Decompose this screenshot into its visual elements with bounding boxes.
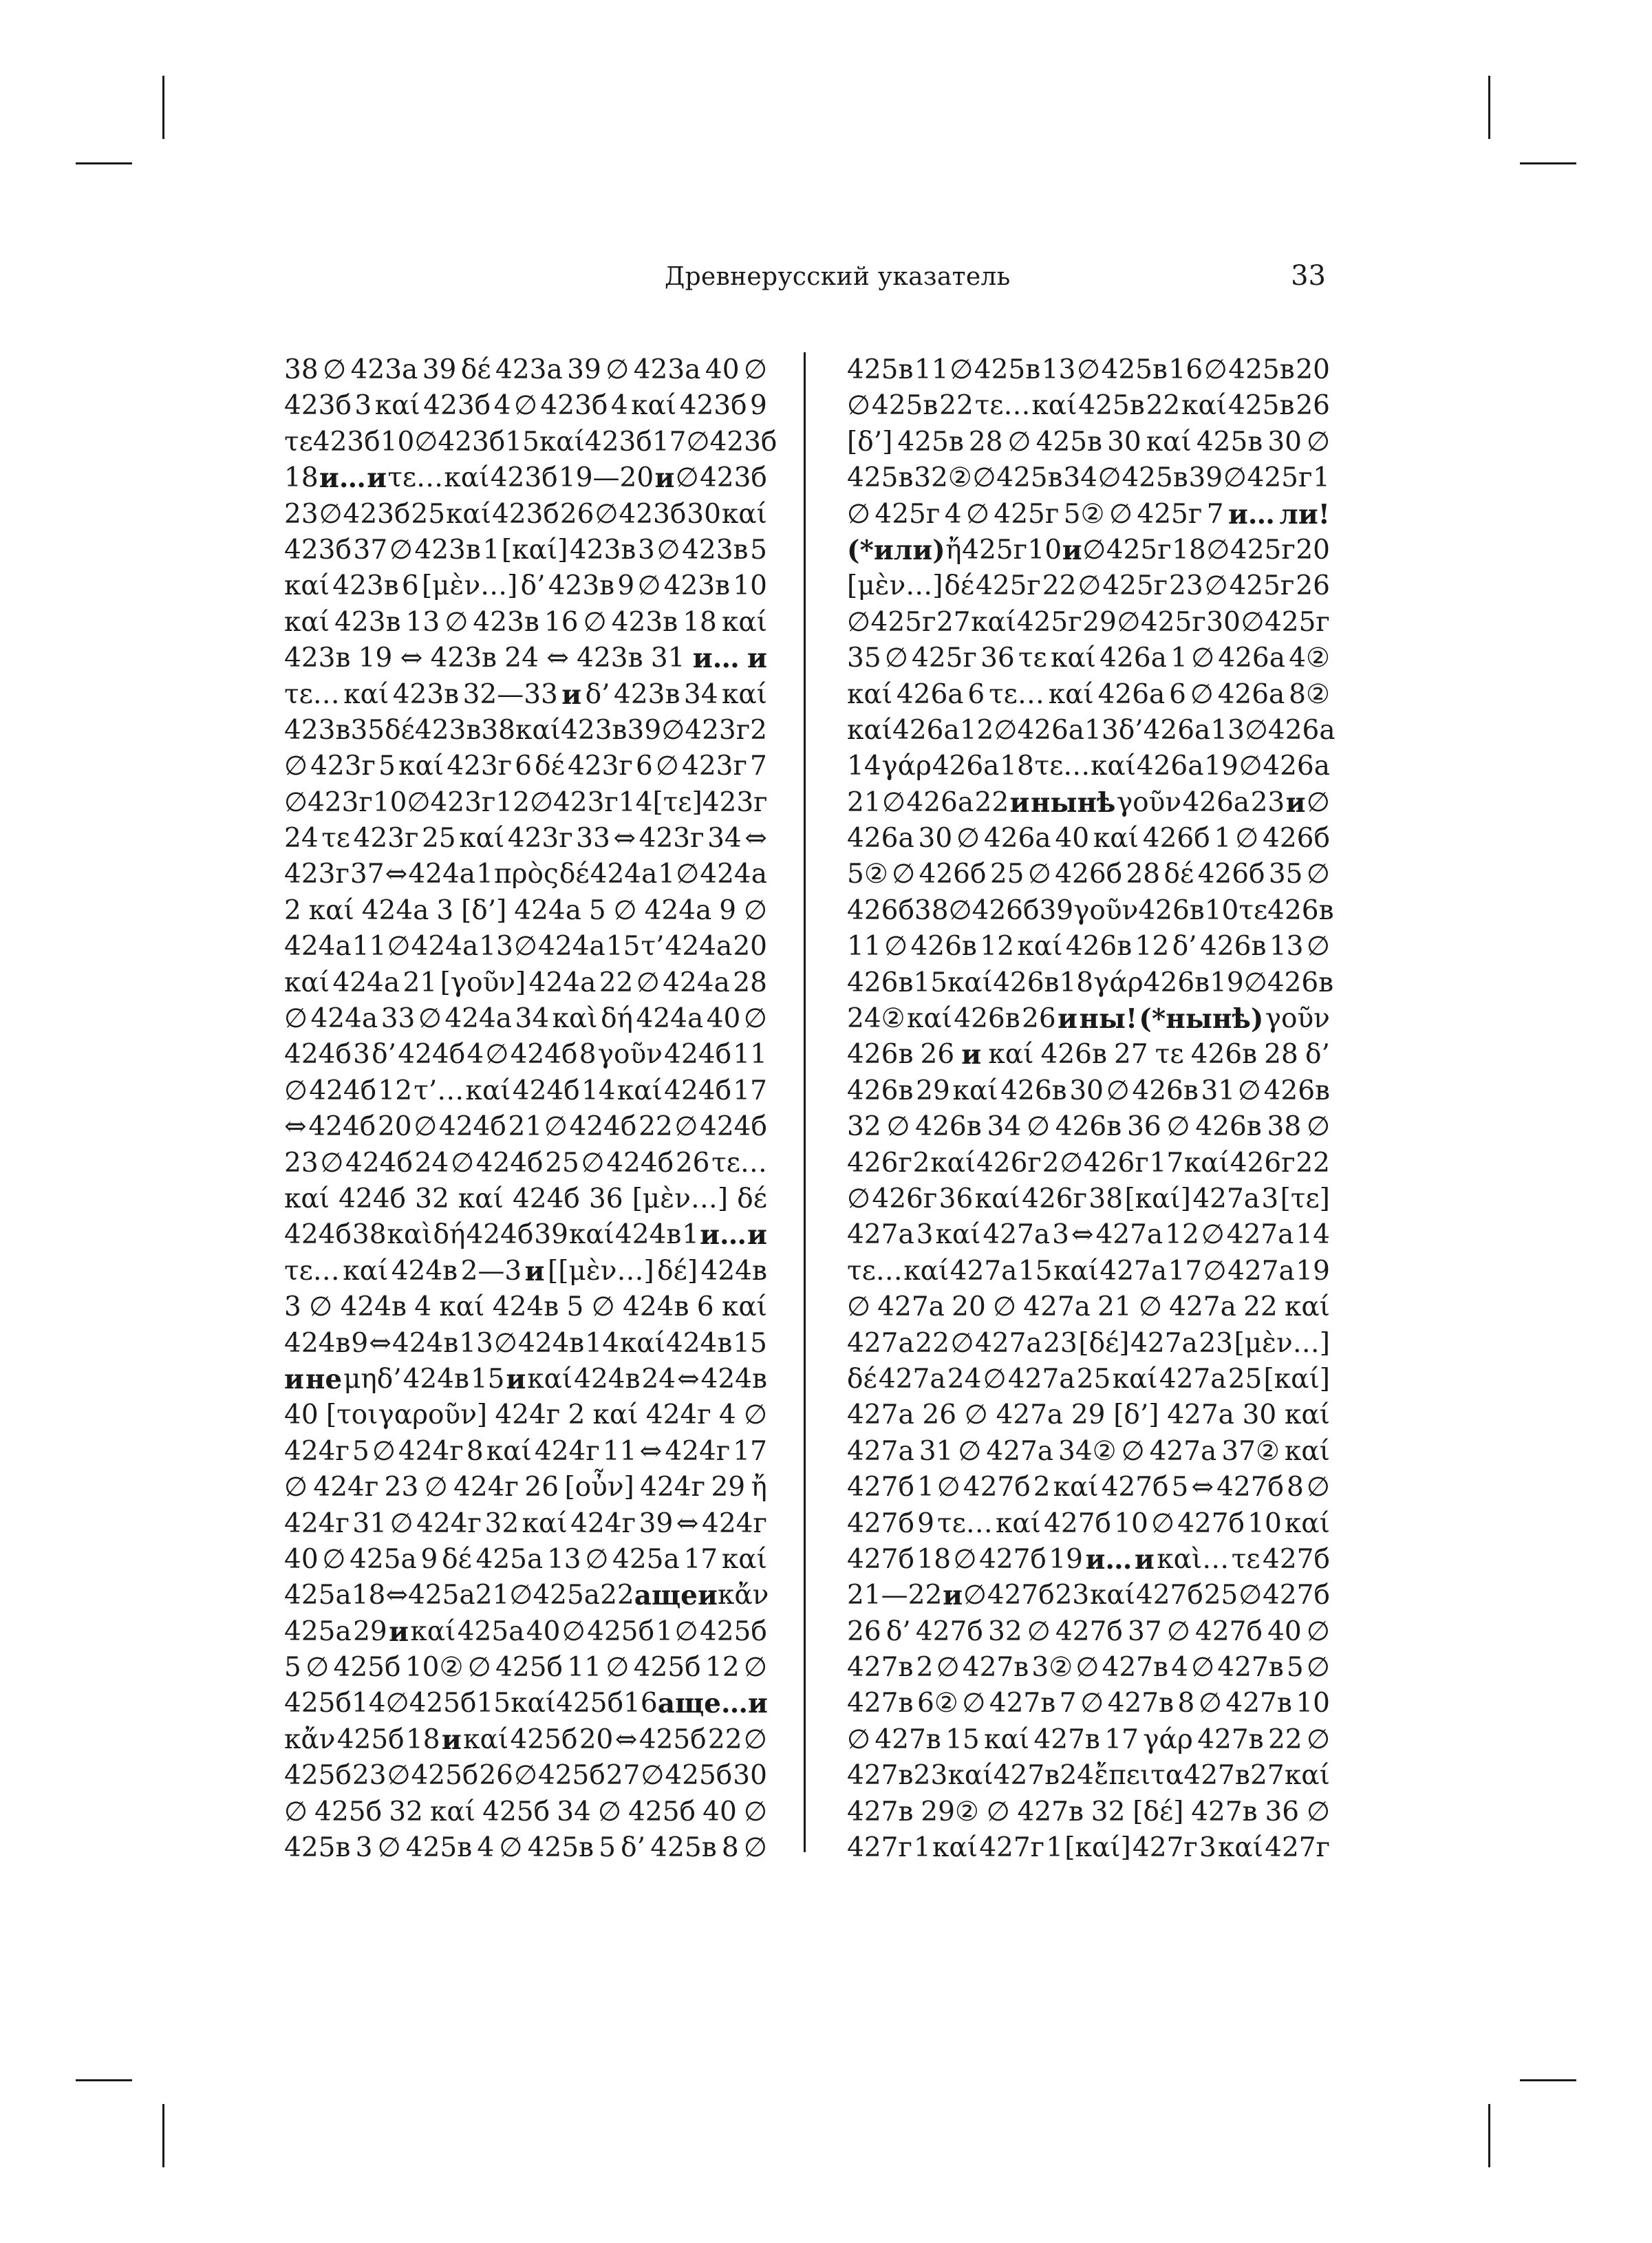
index-line: 427в 2 ∅ 427в 3② ∅ 427в 4 ∅ 427в 5 ∅ bbox=[847, 1652, 1330, 1684]
index-line: ∅ 424а 33 ∅ 424а 34 καὶ δή 424а 40 ∅ bbox=[284, 1003, 767, 1035]
index-line: ∅ 423г 10 ∅ 423г 12 ∅ 423г 14 [τε] 423г bbox=[284, 786, 768, 818]
index-line: 38 ∅ 423а 39 δέ 423а 39 ∅ 423а 40 ∅ bbox=[284, 354, 767, 385]
index-line: 423в 19 ⇔ 423в 24 ⇔ 423в 31 и… и bbox=[284, 643, 767, 675]
index-line: 18 и… и τε… καί 423б 19—20 и ∅ 423б bbox=[284, 462, 767, 495]
index-line: 427а 22 ∅ 427а 23 [δέ] 427а 23 [μὲν…] bbox=[847, 1327, 1330, 1359]
index-line: 426б 38 ∅ 426б 39 γοῦν 426в 10 τε 426в bbox=[847, 894, 1334, 926]
index-line: 425в 3 ∅ 425в 4 ∅ 425в 5 δ’ 425в 8 ∅ bbox=[284, 1832, 767, 1864]
index-line: ∅ 424г 23 ∅ 424г 26 [οὖν] 424г 29 ἤ bbox=[284, 1472, 767, 1503]
index-line: 35 ∅ 425г 36 τε καί 426а 1 ∅ 426а 4② bbox=[847, 643, 1330, 674]
index-line: ∅ 423г 5 καί 423г 6 δέ 423г 6 ∅ 423г 7 bbox=[284, 751, 767, 782]
index-line: 427а 31 ∅ 427а 34② ∅ 427а 37② καί bbox=[847, 1435, 1330, 1467]
crop-mark-top-right bbox=[1488, 76, 1490, 139]
index-line: ∅ 426г 36 καί 426г 38 [καί] 427а 3 [τε] bbox=[847, 1183, 1330, 1214]
index-line: 423б 37 ∅ 423в 1 [καί] 423в 3 ∅ 423в 5 bbox=[284, 534, 767, 566]
index-line: 426в 26 и καί 426в 27 τε 426в 28 δ’ bbox=[847, 1039, 1330, 1071]
index-line: 23 ∅ 423б 25 καί 423б 26 ∅ 423б 30 καί bbox=[284, 498, 767, 530]
index-line: ∅ 425г 27 καί 425г 29 ∅ 425г 30 ∅ 425г bbox=[847, 606, 1330, 638]
index-line: 425б 14 ∅ 425б 15 καί 425б 16 аще… и bbox=[284, 1688, 768, 1720]
index-line: 11 ∅ 426в 12 καί 426в 12 δ’ 426в 13 ∅ bbox=[847, 931, 1330, 963]
index-line: 14 γάρ 426а 18 τε… καί 426а 19 ∅ 426а bbox=[847, 751, 1330, 782]
index-line: 426в 29 καί 426в 30 ∅ 426в 31 ∅ 426в bbox=[847, 1075, 1330, 1106]
crop-mark-bottom-right bbox=[1520, 2079, 1576, 2081]
index-line: 3 ∅ 424в 4 καί 424в 5 ∅ 424в 6 καί bbox=[284, 1291, 767, 1323]
index-line: τε 423б 10 ∅ 423б 15 καί 423б 17 ∅ 423б bbox=[284, 426, 777, 458]
index-line: 425в 11 ∅ 425в 13 ∅ 425в 16 ∅ 425в 20 bbox=[847, 354, 1330, 385]
page-number: 33 bbox=[1291, 260, 1326, 292]
index-line: τε… καί 424в 2—3 и [[μὲν…] δέ] 424в bbox=[284, 1255, 767, 1287]
index-line: 423б 3 καί 423б 4 ∅ 423б 4 καί 423б 9 bbox=[284, 390, 767, 422]
index-line: 426г 2 καί 426г 2 ∅ 426г 17 καί 426г 22 bbox=[847, 1147, 1330, 1179]
index-line: καί 426а 6 τε… καί 426а 6 ∅ 426а 8② bbox=[847, 678, 1330, 710]
index-line: 24 τε 423г 25 καί 423г 33 ⇔ 423г 34 ⇔ bbox=[284, 823, 767, 855]
index-line: δέ 427а 24 ∅ 427а 25 καί 427а 25 [καί] bbox=[847, 1363, 1330, 1395]
index-line: τε… καί 423в 32—33 и δ’ 423в 34 καί bbox=[284, 678, 767, 711]
index-column-left bbox=[284, 352, 777, 1866]
crop-mark-bottom-left bbox=[162, 2104, 164, 2167]
crop-mark-top-left bbox=[162, 76, 164, 139]
index-line: 40 ∅ 425а 9 δέ 425а 13 ∅ 425а 17 καί bbox=[284, 1543, 767, 1575]
column-divider bbox=[804, 352, 806, 1852]
index-line: 21 ∅ 426а 22 и нынѣ γοῦν 426а 23 и ∅ bbox=[847, 786, 1330, 819]
crop-mark-top-left bbox=[76, 162, 132, 164]
index-line: 427а 26 ∅ 427а 29 [δ’] 427а 30 καί bbox=[847, 1399, 1330, 1431]
index-line: 427в 29② ∅ 427в 32 [δέ] 427в 36 ∅ bbox=[847, 1796, 1330, 1827]
crop-mark-bottom-left bbox=[76, 2079, 132, 2081]
index-line: 26 δ’ 427б 32 ∅ 427б 37 ∅ 427б 40 ∅ bbox=[847, 1616, 1330, 1647]
index-line: καί 424а 21 [γοῦν] 424а 22 ∅ 424а 28 bbox=[284, 967, 767, 998]
index-line: 427а 3 καί 427а 3 ⇔ 427а 12 ∅ 427а 14 bbox=[847, 1219, 1330, 1251]
index-line: καί 423в 6 [μὲν…] δ’ 423в 9 ∅ 423в 10 bbox=[284, 570, 767, 602]
index-line: 427б 18 ∅ 427б 19 и… и καὶ… τε 427б bbox=[847, 1543, 1330, 1576]
index-line: 425б 23 ∅ 425б 26 ∅ 425б 27 ∅ 425б 30 bbox=[284, 1760, 767, 1792]
index-line: 424г 31 ∅ 424г 32 καί 424г 39 ⇔ 424г bbox=[284, 1507, 767, 1539]
index-line: καί 423в 13 ∅ 423в 16 ∅ 423в 18 καί bbox=[284, 606, 767, 638]
index-line: 427б 1 ∅ 427б 2 καί 427б 5 ⇔ 427б 8 ∅ bbox=[847, 1472, 1330, 1503]
index-line: ∅ 427а 20 ∅ 427а 21 ∅ 427а 22 καί bbox=[847, 1291, 1330, 1323]
index-line: 424б 3 δ’ 424б 4 ∅ 424б 8 γοῦν 424б 11 bbox=[284, 1039, 767, 1071]
index-line: 23 ∅ 424б 24 ∅ 424б 25 ∅ 424б 26 τε… bbox=[284, 1147, 767, 1179]
index-line: 424г 5 ∅ 424г 8 καί 424г 11 ⇔ 424г 17 bbox=[284, 1435, 767, 1467]
index-line: 426в 15 καί 426в 18 γάρ 426в 19 ∅ 426в bbox=[847, 967, 1334, 998]
index-line: 427в 23 καί 427в 24 ἔπειτα 427в 27 καί bbox=[847, 1760, 1330, 1792]
index-line: ∅ 425в 22 τε… καί 425в 22 καί 425в 26 bbox=[847, 390, 1330, 422]
index-line: 24② καί 426в 26 и ны! (*нынѣ) γοῦν bbox=[847, 1003, 1330, 1035]
index-line: 40 [τοιγαροῦν] 424г 2 καί 424г 4 ∅ bbox=[284, 1399, 767, 1431]
index-line: (*или) ἤ 425г 10 и ∅ 425г 18 ∅ 425г 20 bbox=[847, 534, 1330, 566]
crop-mark-bottom-right bbox=[1488, 2104, 1490, 2167]
index-line: καί 424б 32 καί 424б 36 [μὲν…] δέ bbox=[284, 1183, 767, 1214]
index-line: 424а 11 ∅ 424а 13 ∅ 424а 15 τ’ 424а 20 bbox=[284, 931, 767, 963]
index-line: 423в 35 δέ 423в 38 καί 423в 39 ∅ 423г 2 bbox=[284, 714, 767, 746]
index-line: [δ’] 425в 28 ∅ 425в 30 καί 425в 30 ∅ bbox=[847, 426, 1330, 458]
index-line: 5② ∅ 426б 25 ∅ 426б 28 δέ 426б 35 ∅ bbox=[847, 859, 1330, 890]
index-column-right bbox=[847, 352, 1335, 1866]
index-line: 427в 6② ∅ 427в 7 ∅ 427в 8 ∅ 427в 10 bbox=[847, 1688, 1330, 1719]
index-line: 32 ∅ 426в 34 ∅ 426в 36 ∅ 426в 38 ∅ bbox=[847, 1111, 1330, 1143]
index-line: ∅ 425г 4 ∅ 425г 5② ∅ 425г 7 и… ли! bbox=[847, 498, 1330, 530]
index-line: 424б 38 καὶ δή 424б 39 καί 424в 1 и… и bbox=[284, 1219, 767, 1252]
index-line: τε… καί 427а 15 καί 427а 17 ∅ 427а 19 bbox=[847, 1255, 1330, 1287]
crop-mark-top-right bbox=[1520, 162, 1576, 164]
index-line: κἄν 425б 18 и καί 425б 20 ⇔ 425б 22 ∅ bbox=[284, 1724, 767, 1756]
index-line: 425а 29 и καί 425а 40 ∅ 425б 1 ∅ 425б bbox=[284, 1616, 767, 1648]
running-title: Древнерусский указатель bbox=[665, 263, 1011, 291]
index-line: ∅ 424б 12 τ’… καί 424б 14 καί 424б 17 bbox=[284, 1075, 767, 1106]
index-line: ∅ 427в 15 καί 427в 17 γάρ 427в 22 ∅ bbox=[847, 1724, 1330, 1755]
index-line: 424в 9 ⇔ 424в 13 ∅ 424в 14 καί 424в 15 bbox=[284, 1327, 767, 1359]
index-line: καί 426а 12 ∅ 426а 13 δ’ 426а 13 ∅ 426а bbox=[847, 714, 1335, 746]
index-line: 425в 32② ∅ 425в 34 ∅ 425в 39 ∅ 425г 1 bbox=[847, 462, 1330, 494]
index-line: ⇔ 424б 20 ∅ 424б 21 ∅ 424б 22 ∅ 424б bbox=[284, 1111, 767, 1143]
index-line: 426а 30 ∅ 426а 40 καί 426б 1 ∅ 426б bbox=[847, 823, 1330, 855]
index-line: 427б 9 τε… καί 427б 10 ∅ 427б 10 καί bbox=[847, 1507, 1330, 1539]
index-line: 5 ∅ 425б 10② ∅ 425б 11 ∅ 425б 12 ∅ bbox=[284, 1652, 767, 1684]
index-line: 425а 18 ⇔ 425а 21 ∅ 425а 22 аще и κἄν bbox=[284, 1580, 769, 1612]
index-line: 2 καί 424а 3 [δ’] 424а 5 ∅ 424а 9 ∅ bbox=[284, 894, 767, 926]
index-line: и не μηδ’ 424в 15 и καί 424в 24 ⇔ 424в bbox=[284, 1363, 767, 1395]
index-line: 427г 1 καί 427г 1 [καί] 427г 3 καί 427г bbox=[847, 1832, 1330, 1864]
index-line: ∅ 425б 32 καί 425б 34 ∅ 425б 40 ∅ bbox=[284, 1796, 767, 1827]
index-line: [μὲν…] δέ 425г 22 ∅ 425г 23 ∅ 425г 26 bbox=[847, 570, 1330, 602]
index-line: 21—22 и ∅ 427б 23 καί 427б 25 ∅ 427б bbox=[847, 1580, 1330, 1612]
index-line: 423г 37 ⇔ 424а 1 πρὸς δέ 424а 1 ∅ 424а bbox=[284, 859, 767, 890]
